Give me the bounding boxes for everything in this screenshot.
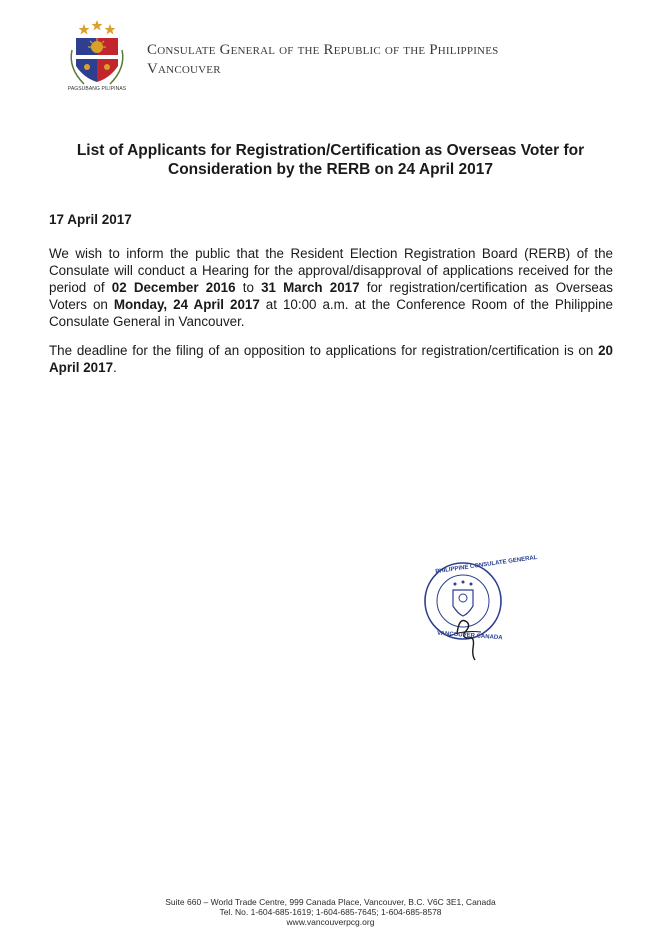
philippine-seal-logo <box>62 20 132 100</box>
period-start-date: 02 December 2016 <box>111 280 236 295</box>
p1-text-1: We wish to inform the public that the Resident Election Registration Board (RERB) of the Consulate will conduct a Hearing for the approval/disapproval of applications received for the period of <box>49 246 613 295</box>
stamp-bottom-text: VANCOUVER CANADA <box>436 630 503 642</box>
footer-website: www.vancouverpcg.org <box>286 917 375 927</box>
title-line-2: Consideration by the RERB on 24 April 2017 <box>168 161 493 178</box>
deadline-date: 20 April 2017 <box>49 343 613 375</box>
org-name: Consulate General of the Republic of the Philippines <box>147 42 499 58</box>
stamp-top-text: PHILIPPINE CONSULATE GENERAL <box>435 554 538 576</box>
notice-paragraph <box>49 245 613 330</box>
title-line-1: List of Applicants for Registration/Certification as Overseas Voter for <box>76 142 585 159</box>
p2-text-1: The deadline for the filing of an opposition to applications for registration/certification is on <box>49 343 599 358</box>
footer-phone: Tel. No. 1-604-685-1619; 1-604-685-7645; 1-604-685-8578 <box>219 907 442 917</box>
hearing-date: Monday, 24 April 2017 <box>113 297 260 312</box>
p1-text-2: to <box>235 280 262 295</box>
contact-footer <box>90 897 571 927</box>
period-end-date: 31 March 2017 <box>261 280 360 295</box>
consulate-stamp <box>415 554 538 661</box>
deadline-paragraph <box>49 342 613 376</box>
p1-text-3: for registration/certification as Overseas Voters on <box>49 280 613 312</box>
org-city: Vancouver <box>147 61 221 77</box>
p1-text-4: at 10:00 a.m. at the Conference Room of the Philippine Consulate General in Vancouver. <box>49 297 613 329</box>
document-date: 17 April 2017 <box>49 212 132 227</box>
footer-address: Suite 660 – World Trade Centre, 999 Canada Place, Vancouver, B.C. V6C 3E1, Canada <box>165 897 496 907</box>
consulate-letterhead <box>147 41 498 79</box>
seal-motto: PAGSUBANG PILIPINAS <box>67 86 127 92</box>
p2-text-2: . <box>113 360 117 375</box>
document-title <box>40 141 621 179</box>
